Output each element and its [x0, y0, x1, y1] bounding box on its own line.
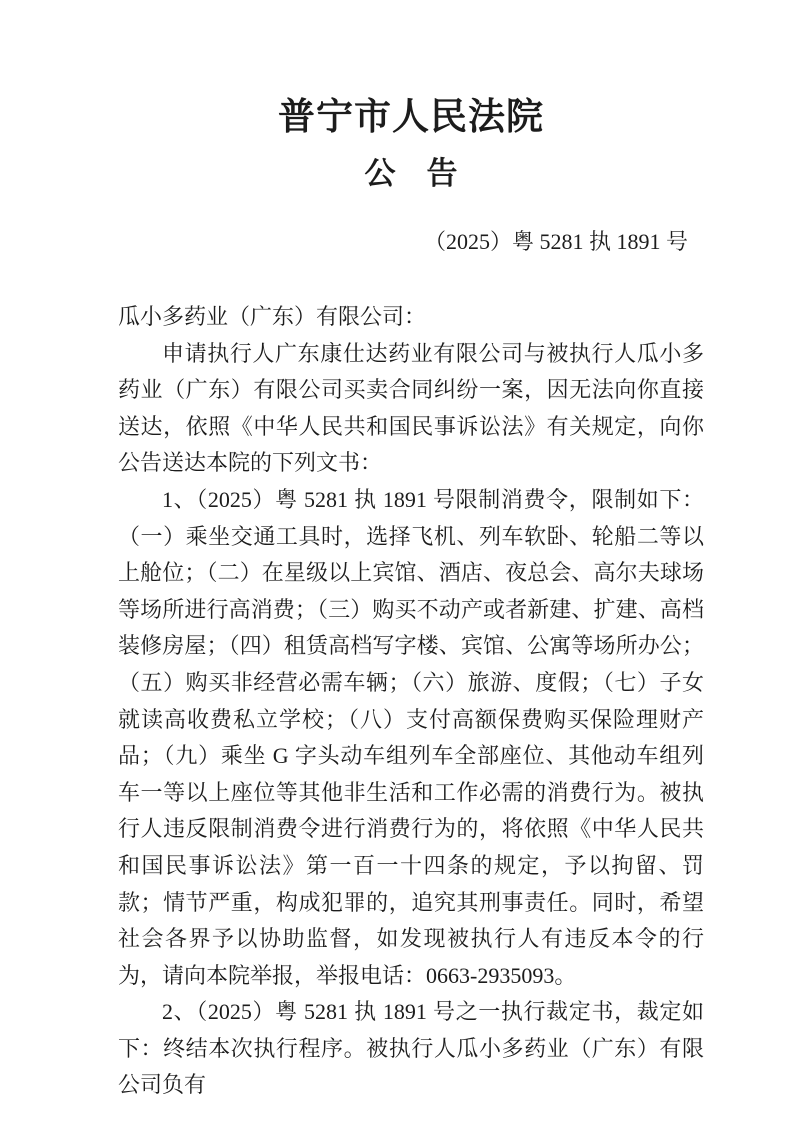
- document-type-title: 公 告: [364, 156, 458, 191]
- court-name-title: 普宁市人民法院: [278, 97, 544, 138]
- paragraph-execution-ruling: 2、（2025）粤 5281 执 1891 号之一执行裁定书，裁定如下：终结本次执行程序。被执行人瓜小多药业（广东）有限公司负有: [118, 999, 704, 1098]
- recipient-line: 瓜小多药业（广东）有限公司：: [118, 304, 427, 329]
- case-number: （2025）粤 5281 执 1891 号: [423, 229, 688, 254]
- paragraph-restriction-order: 1、（2025）粤 5281 执 1891 号限制消费令，限制如下：（一）乘坐交通工具时，选择飞机、列车软卧、轮船二等以上舱位；（二）在星级以上宾馆、酒店、夜总会、高尔夫球场等场所进行高消费；（三）购买不动产或者新建、扩建、高档装修房屋；（四）租赁高档写字楼、宾馆、公寓等场所办公；（五）购买非经营必需车辆；（六）旅游、度假；（七）子女就读高收费私立学校；（八）支付高额保费购买保险理财产品；（九）乘坐 G 字头动车组列车全部座位、其他动车组列车一等以上座位等其他非生活和工作必需的消费行为。被执行人违反限制消费令进行消费行为的，将依照《中华人民共和国民事诉讼法》第一百一十四条的规定，予以拘留、罚款；情节严重，构成犯罪的，追究其刑事责任。同时，希望社会各界予以协助监督，如发现被执行人有违反本令的行为，请向本院举报，举报电话：0663-2935093。: [118, 486, 704, 988]
- notice-body: [118, 299, 704, 1104]
- notice-content: [118, 0, 704, 1104]
- paragraph-intro: 申请执行人广东康仕达药业有限公司与被执行人瓜小多药业（广东）有限公司买卖合同纠纷一案，因无法向你直接送达，依照《中华人民共和国民事诉讼法》有关规定，向你公告送达本院的下列文书：: [118, 340, 704, 476]
